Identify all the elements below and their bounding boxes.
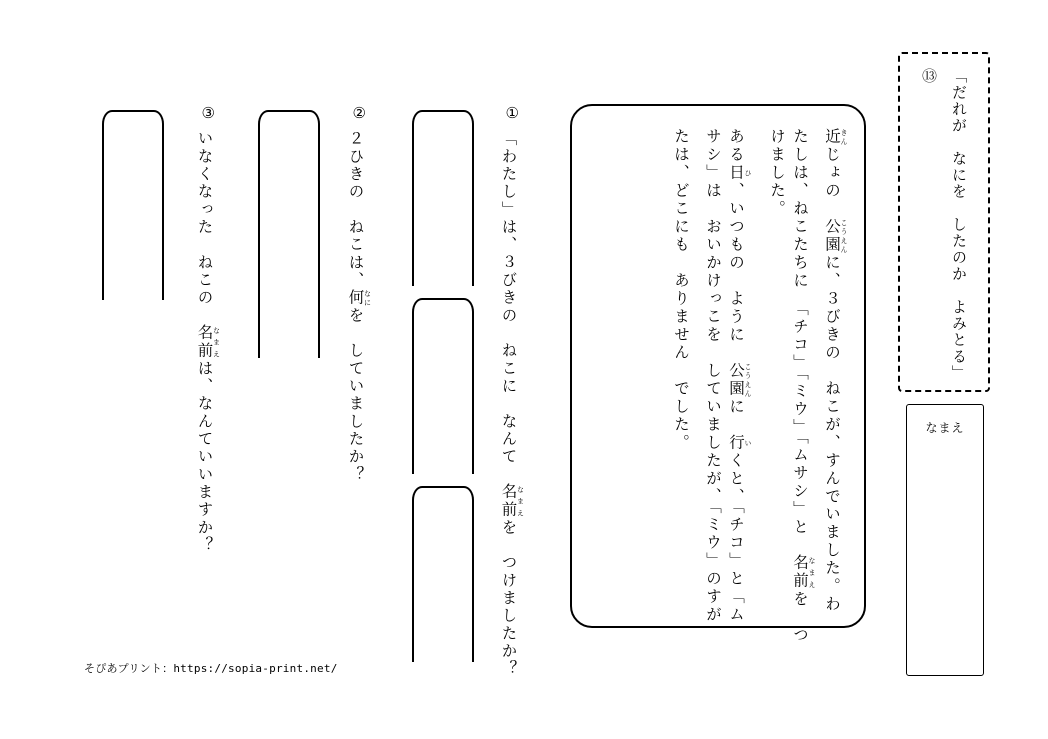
furigana-kouen: 公園 こうえん <box>727 361 752 398</box>
passage-line: 近 きんじょの 公園 こうえんに、３びきの ねこが、すんでいました。わ <box>823 128 848 614</box>
question-2 <box>347 104 372 483</box>
footer-credit: そぴあプリント：https://sopia-print.net/ <box>84 662 338 675</box>
furigana-hi: 日 ひ <box>727 163 752 182</box>
furigana-namae: 名前 なまえ <box>791 554 816 591</box>
passage-line: たは、どこにも ありません でした。 <box>672 128 690 452</box>
question-2-text: ２ひきの ねこは、何 なにを していましたか？ <box>346 130 372 484</box>
answer-box-1c[interactable] <box>412 486 474 662</box>
question-1 <box>500 104 525 678</box>
passage-line: けました。 <box>768 128 786 218</box>
worksheet-title-box <box>898 52 990 392</box>
reading-passage-text <box>588 128 848 645</box>
furigana-namae: 名前 なまえ <box>195 324 221 360</box>
furigana-nani: 何 なに <box>346 289 372 307</box>
furigana-namae: 名前 なまえ <box>499 483 525 519</box>
question-3-text: いなくなった ねこの 名前 なまえは、なんていいますか？ <box>195 130 221 555</box>
answer-box-3[interactable] <box>102 110 164 300</box>
reading-passage-box <box>570 104 866 645</box>
question-1-number: ① <box>505 104 519 122</box>
question-2-number: ② <box>352 104 366 122</box>
question-1-text: 「わたし」は、３びきの ねこに なんて 名前 なまえを つけましたか？ <box>499 130 525 678</box>
passage-line: サシ」は おいかけっこを していましたが、「ミウ」のすが <box>704 128 722 624</box>
worksheet-title: 「だれが なにを したのか よみとる」⑬ <box>920 68 968 382</box>
answer-box-2[interactable] <box>258 110 320 358</box>
question-3-number: ③ <box>201 104 215 122</box>
answer-box-1b[interactable] <box>412 298 474 474</box>
passage-line: ある日 ひ、いつもの ように 公園 こうえんに 行 いくと、「チコ」と「ム <box>727 128 752 624</box>
furigana-i: 行 い <box>727 433 752 452</box>
name-label: なまえ <box>925 421 965 435</box>
furigana-kouen: 公園 こうえん <box>823 217 848 254</box>
furigana-kin: 近 きん <box>823 128 848 146</box>
passage-line: たしは、ねこたちに 「チコ」「ミウ」「ムサシ」と 名前 なまえを つ <box>791 128 816 645</box>
question-3 <box>196 104 221 554</box>
name-entry-box[interactable] <box>906 404 984 676</box>
answer-box-1a[interactable] <box>412 110 474 286</box>
